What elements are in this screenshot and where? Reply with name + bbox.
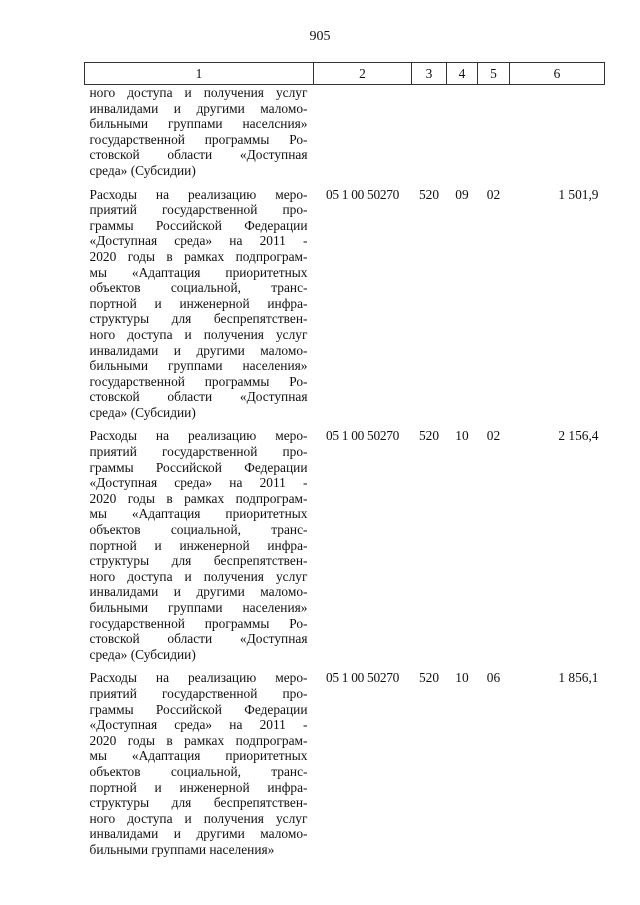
description-line: структуры для беспрепятствен- (89, 553, 308, 569)
table-row (85, 428, 605, 670)
expense-type-code: 520 (418, 428, 440, 444)
description-line: бильными группами населсния» (89, 116, 308, 132)
description-line: структуры для беспрепятствен- (89, 311, 308, 327)
description-line: бильными группами населения» (89, 358, 308, 374)
table-body (85, 85, 605, 866)
section-code: 10 (455, 670, 469, 686)
table-row (85, 187, 605, 429)
description-line: Расходы на реализацию меро- (89, 670, 308, 686)
expense-type-code: 520 (418, 670, 440, 686)
row-description (85, 428, 314, 670)
description-line: среда» (Субсидии) (89, 162, 196, 178)
description-line: государственной программы Ро- (89, 131, 308, 147)
description-line: объектов социальной, транс- (89, 280, 308, 296)
description-line: Расходы на реализацию меро- (89, 428, 308, 444)
description-line: государственной программы Ро- (89, 615, 308, 631)
description-line: Расходы на реализацию меро- (89, 186, 308, 202)
amount-value: 1 501,9 (558, 186, 599, 202)
description-line: приятий государственной про- (89, 444, 308, 460)
description-line: структуры для беспрепятствен- (89, 795, 308, 811)
description-line: мы «Адаптация приоритетных (89, 506, 308, 522)
description-line: приятий государственной про- (89, 202, 308, 218)
description-line: «Доступная среда» на 2011 - (89, 475, 308, 491)
table-header-row (85, 63, 605, 85)
description-line: портной и инженерной инфра- (89, 295, 308, 311)
column-header-3: 3 (412, 63, 447, 85)
description-line: «Доступная среда» на 2011 - (89, 233, 308, 249)
section-code: 09 (455, 186, 469, 202)
table-row (85, 670, 605, 865)
description-line: граммы Российской Федерации (89, 459, 308, 475)
continuation-description (85, 85, 314, 187)
description-line: среда» (Субсидии) (89, 404, 196, 420)
row-description (85, 187, 314, 429)
section-code: 10 (455, 428, 469, 444)
description-line: бильными группами населения» (89, 600, 308, 615)
budget-table (84, 62, 605, 866)
description-line: граммы Российской Федерации (89, 701, 308, 717)
description-line: бильными группами населения» (89, 841, 275, 857)
description-line: 2020 годы в рамках подпрограм- (89, 490, 308, 506)
description-line: «Доступная среда» на 2011 - (89, 717, 308, 733)
column-header-4: 4 (447, 63, 478, 85)
target-article-code: 05 1 00 50270 (325, 186, 400, 202)
description-line: приятий государственной про- (89, 685, 308, 701)
description-line: 2020 годы в рамках подпрограм- (89, 732, 308, 748)
column-header-2: 2 (314, 63, 412, 85)
description-line: государственной программы Ро- (89, 373, 308, 389)
table-row-continuation (85, 85, 605, 187)
description-line: инвалидами и другими маломо- (89, 584, 308, 600)
description-line: мы «Адаптация приоритетных (89, 748, 308, 764)
description-line: среда» (Субсидии) (89, 646, 196, 662)
amount-value: 2 156,4 (558, 428, 599, 444)
description-line: мы «Адаптация приоритетных (89, 264, 308, 280)
description-line: портной и инженерной инфра- (89, 779, 308, 795)
column-header-5: 5 (478, 63, 510, 85)
description-line: стовской области «Доступная (89, 147, 308, 163)
amount-value: 1 856,1 (558, 670, 599, 686)
description-line: стовской области «Доступная (89, 631, 308, 647)
column-header-1: 1 (85, 63, 314, 85)
subsection-code: 06 (486, 670, 501, 686)
description-line: ного доступа и получения услуг (89, 326, 308, 342)
description-line: инвалидами и другими маломо- (89, 342, 308, 358)
expense-type-code: 520 (418, 186, 440, 202)
description-line: портной и инженерной инфра- (89, 537, 308, 553)
description-line: ного доступа и получения услуг (89, 85, 308, 100)
description-line: объектов социальной, транс- (89, 763, 308, 779)
description-line: 2020 годы в рамках подпрограм- (89, 248, 308, 264)
column-header-6: 6 (510, 63, 605, 85)
description-line: ного доступа и получения услуг (89, 810, 308, 826)
target-article-code: 05 1 00 50270 (325, 428, 400, 444)
description-line: стовской области «Доступная (89, 389, 308, 405)
description-line: граммы Российской Федерации (89, 217, 308, 233)
description-line: объектов социальной, транс- (89, 522, 308, 538)
subsection-code: 02 (486, 186, 501, 202)
description-line: ного доступа и получения услуг (89, 568, 308, 584)
description-line: инвалидами и другими маломо- (89, 826, 308, 842)
page-number: 905 (309, 29, 331, 44)
row-description (85, 670, 314, 865)
target-article-code: 05 1 00 50270 (325, 670, 400, 686)
description-line: инвалидами и другими маломо- (89, 100, 308, 116)
subsection-code: 02 (486, 428, 501, 444)
